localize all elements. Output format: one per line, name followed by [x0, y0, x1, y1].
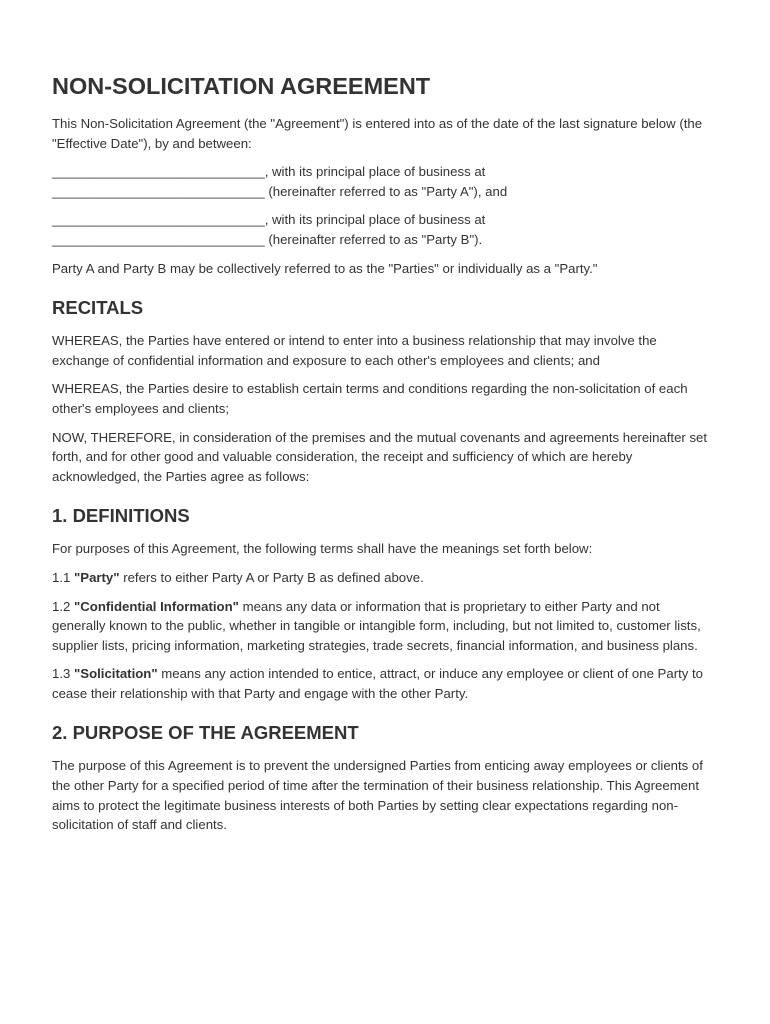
definition-item-confidential-information [52, 597, 712, 656]
definition-item-solicitation [52, 664, 712, 703]
party-a-block [52, 162, 712, 201]
definition-text: means any data or information that is proprietary to either Party and not generally known to the public, whether in tangible or intangible form, including, but not limited to, customer lists, supplier lists, pricing information, marketing strategies, trade secrets, financial information, and business plans. [52, 598, 701, 653]
party-a-line-2: _____________________________ (hereinafter referred to as "Party A"), and [52, 183, 508, 199]
recitals-heading: RECITALS [52, 297, 144, 319]
purpose-heading: 2. PURPOSE OF THE AGREEMENT [52, 722, 359, 744]
party-b-line-2: _____________________________ (hereinafter referred to as "Party B"). [52, 231, 483, 247]
definition-item-party [52, 568, 712, 588]
party-b-line-1: _____________________________, with its principal place of business at [52, 212, 486, 228]
document-page [52, 72, 712, 835]
document-title: NON-SOLICITATION AGREEMENT [52, 73, 431, 99]
definition-number: 1.1 [52, 569, 71, 585]
definition-term: "Party" [74, 569, 120, 585]
collective-reference-paragraph: Party A and Party B may be collectively referred to as the "Parties" or individually as a "Party." [52, 260, 598, 276]
definition-number: 1.3 [52, 666, 71, 682]
definition-number: 1.2 [52, 598, 71, 614]
definition-text: refers to either Party A or Party B as defined above. [123, 569, 424, 585]
party-a-line-1: _____________________________, with its principal place of business at [52, 164, 486, 180]
whereas-paragraph-1: WHEREAS, the Parties have entered or intend to enter into a business relationship that may involve the exchange of confidential information and exposure to each other's employees and clients; and [52, 333, 657, 368]
definition-term: "Confidential Information" [74, 598, 239, 614]
definition-term: "Solicitation" [74, 666, 158, 682]
party-b-block [52, 210, 712, 249]
now-therefore-paragraph: NOW, THEREFORE, in consideration of the premises and the mutual covenants and agreements hereinafter set forth, and for other good and valuable consideration, the receipt and sufficiency of which are hereby acknowledged, the Parties agree as follows: [52, 429, 708, 484]
definition-text: means any action intended to entice, attract, or induce any employee or client of one Party to cease their relationship with that Party and engage with the other Party. [52, 666, 704, 701]
intro-paragraph: This Non-Solicitation Agreement (the "Agreement") is entered into as of the date of the last signature below (the "Effective Date"), by and between: [52, 116, 703, 151]
definitions-intro: For purposes of this Agreement, the following terms shall have the meanings set forth below: [52, 541, 593, 557]
whereas-paragraph-2: WHEREAS, the Parties desire to establish certain terms and conditions regarding the non-solicitation of each other's employees and clients; [52, 381, 688, 416]
definitions-heading: 1. DEFINITIONS [52, 505, 190, 527]
purpose-paragraph: The purpose of this Agreement is to prevent the undersigned Parties from enticing away employees or clients of the other Party for a specified period of time after the termination of their business relationship. This Agreement aims to protect the legitimate business interests of both Parties by setting clear expectations regarding non-solicitation of staff and clients. [52, 758, 703, 833]
